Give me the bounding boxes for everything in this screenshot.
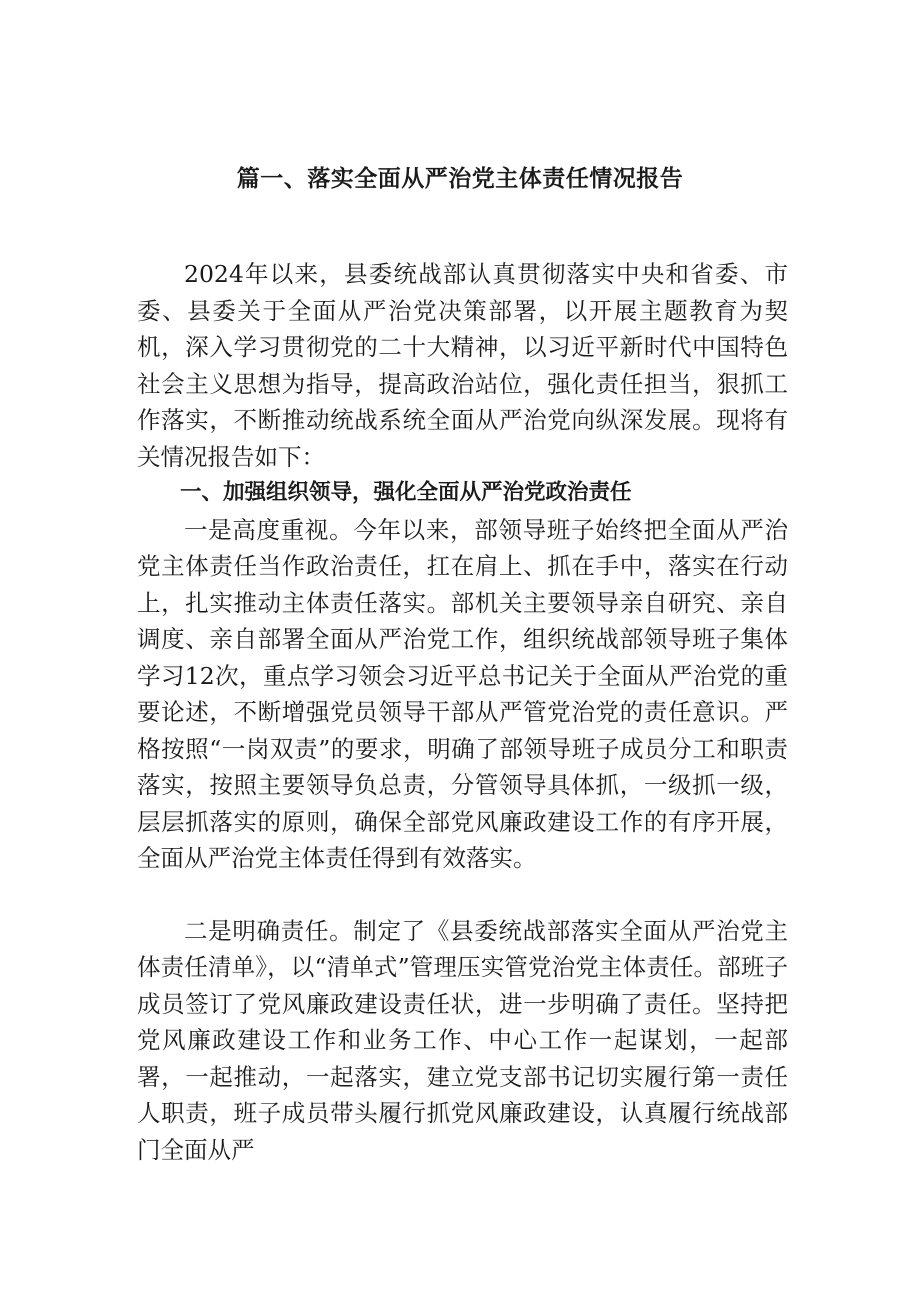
document-title: 篇一、落实全面从严治党主体责任情况报告 [236,166,684,192]
paragraph-high-priority: 一是高度重视。今年以来，部领导班子始终把全面从严治党主体责任当作政治责任，扛在肩上、抓在手中，落实在行动上，扎实推动主体责任落实。部机关主要领导亲自研究、亲自调度、亲自部署全面从严治党工作，组织统战部领导班子集体学习12次，重点学习领会习近平总书记关于全面从严治党的重要论述，不断增强党员领导干部从严管党治党的责任意识。严格按照“一岗双责”的要求，明确了部领导班子成员分工和职责落实，按照主要领导负总责，分管领导具体抓，一级抓一级，层层抓落实的原则，确保全部党风廉政建设工作的有序开展，全面从严治党主体责任得到有效落实。 [137,515,788,872]
section-heading: 一、加强组织领导，强化全面从严治党政治责任 [180,480,632,505]
document-body [137,256,788,1168]
paragraph-spacer [137,877,788,913]
paragraph-clarify-responsibility: 二是明确责任。制定了《县委统战部落实全面从严治党主体责任清单》，以“清单式”管理压实管党治党主体责任。部班子成员签订了党风廉政建设责任状，进一步明确了责任。坚持把党风廉政建设工作和业务工作、中心工作一起谋划，一起部署，一起推动，一起落实，建立党支部书记切实履行第一责任人职责，班子成员带头履行抓党风廉政建设，认真履行统战部门全面从严 [137,916,788,1164]
intro-paragraph: 2024年以来，县委统战部认真贯彻落实中央和省委、市委、县委关于全面从严治党决策部署，以开展主题教育为契机，深入学习贯彻党的二十大精神，以习近平新时代中国特色社会主义思想为指导，提高政治站位，强化责任担当，狠抓工作落实，不断推动统战系统全面从严治党向纵深发展。现将有关情况报告如下： [137,260,788,471]
